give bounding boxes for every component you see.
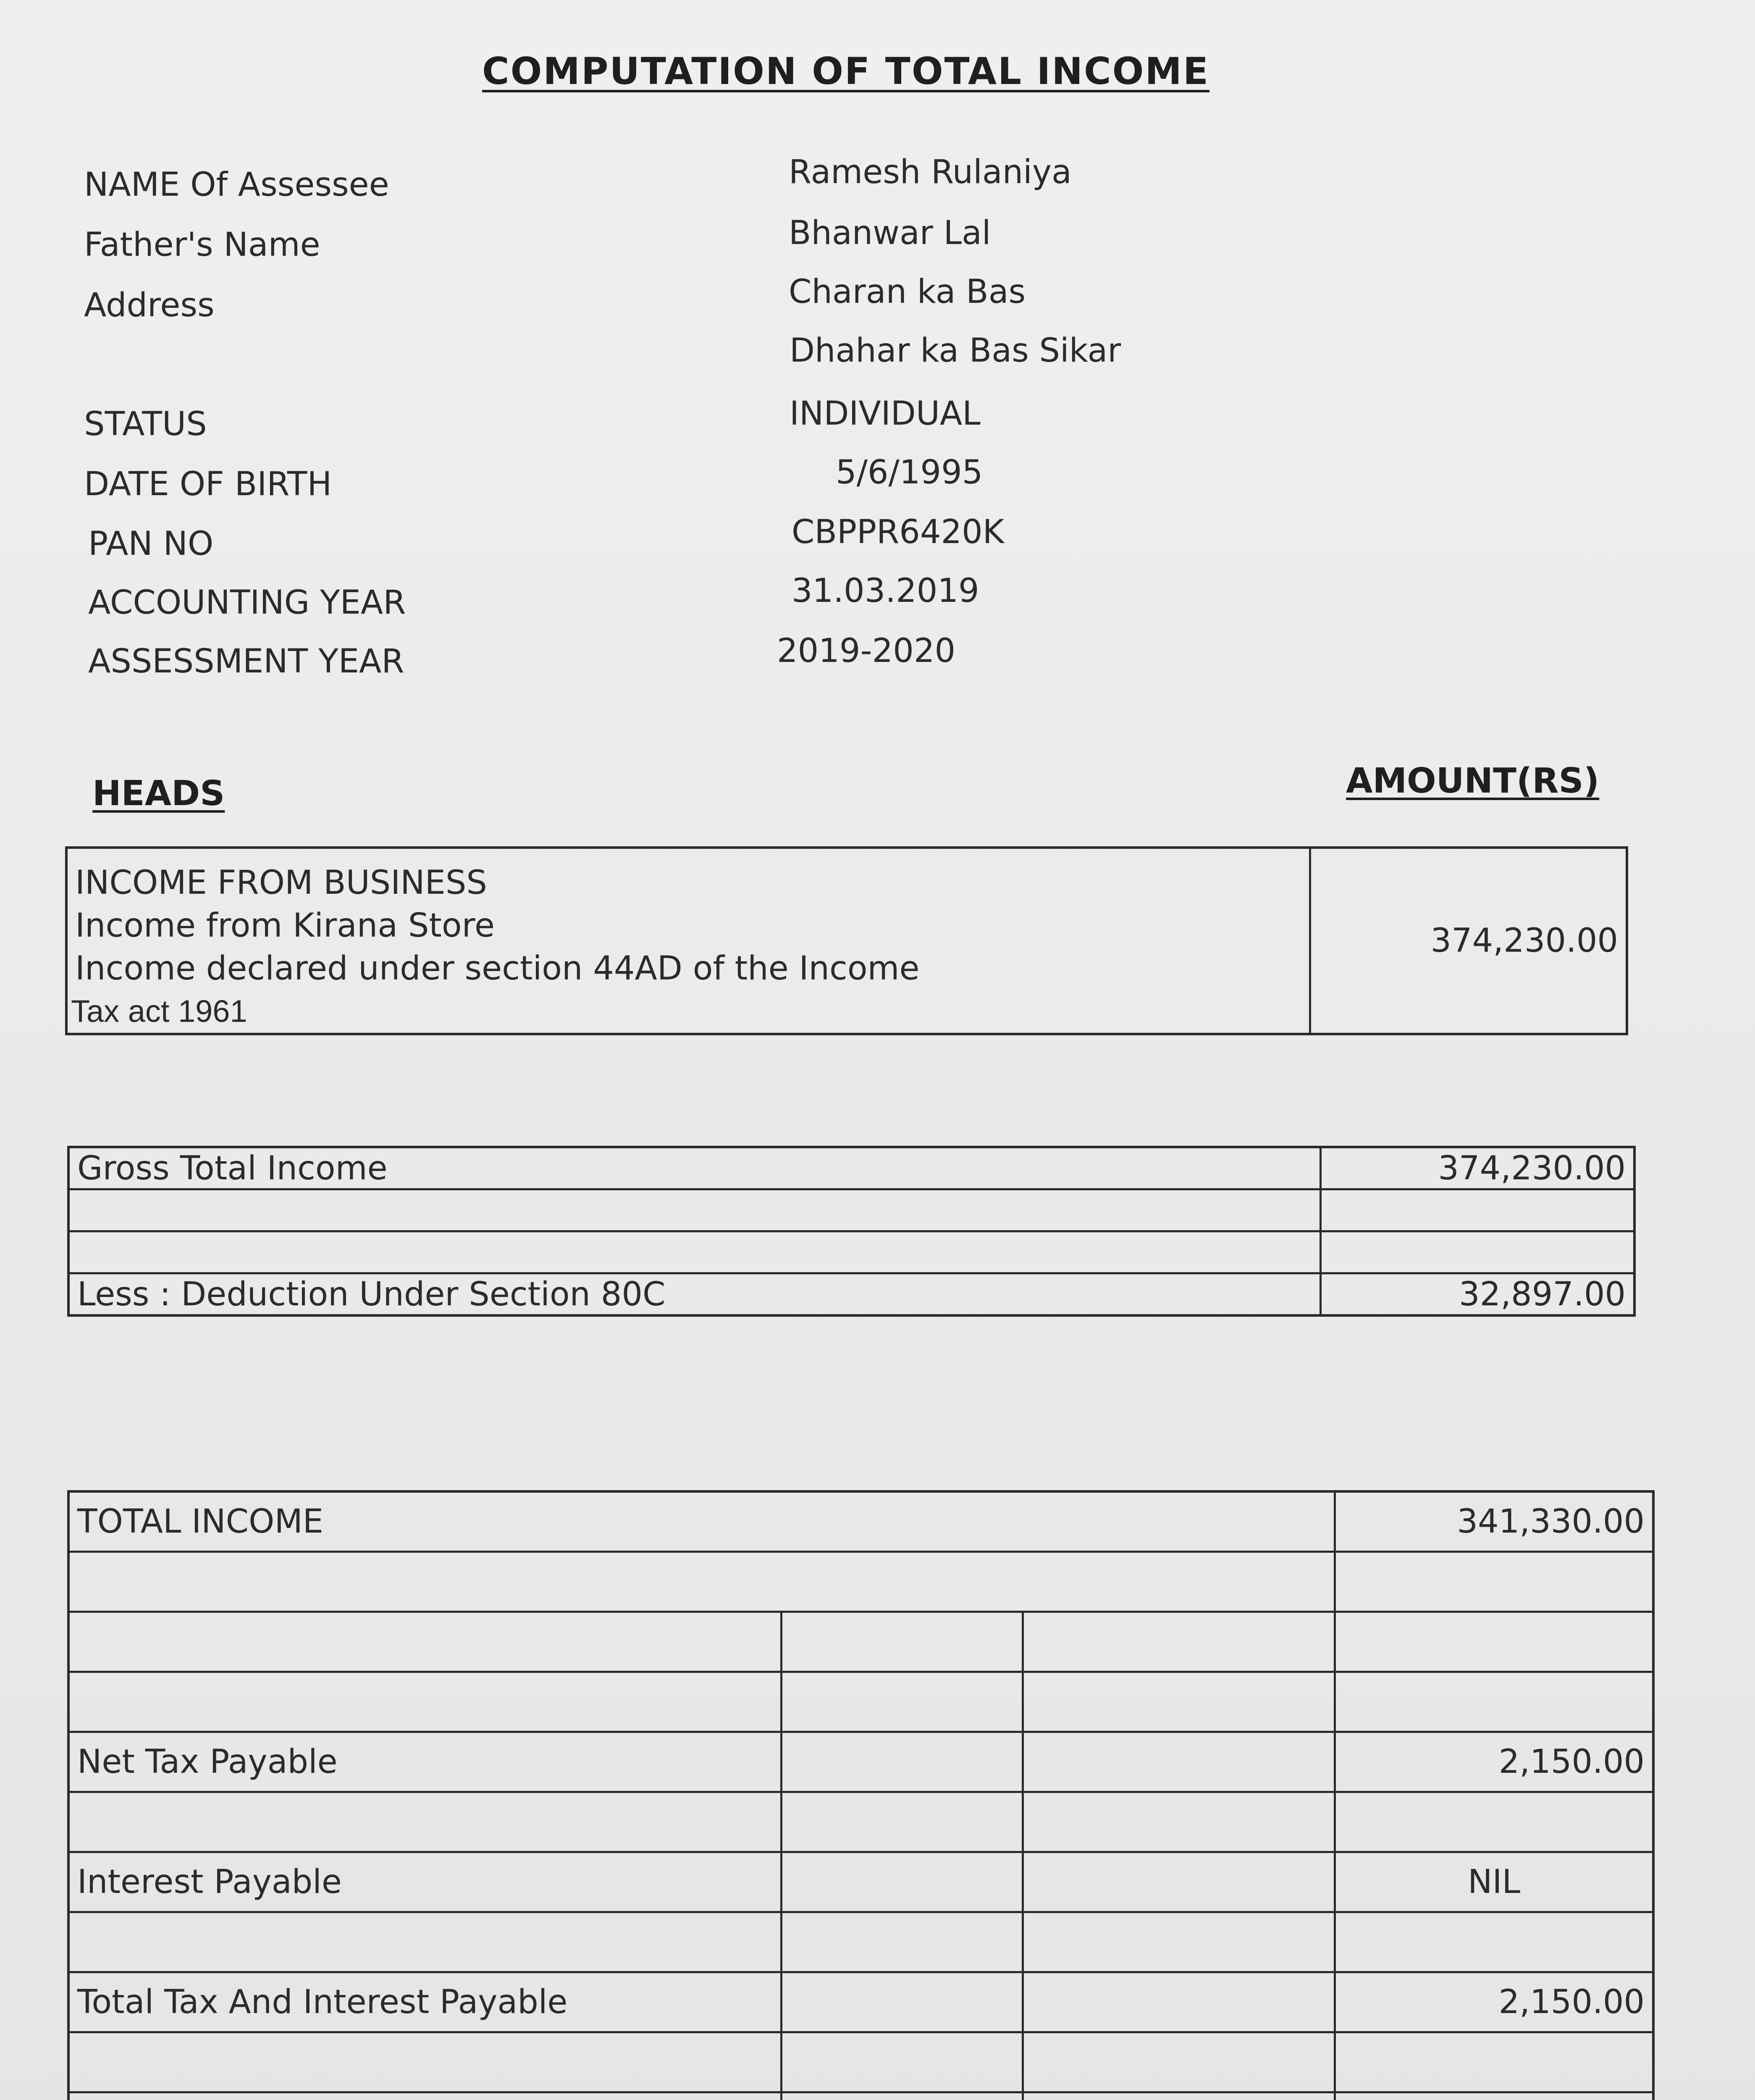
address-line-2: Dhahar ka Bas Sikar [790, 332, 1121, 370]
assessee-name-value: Ramesh Rulaniya [789, 153, 1072, 191]
pan-value: CBPPR6420K [792, 513, 1004, 551]
empty-cell [68, 2032, 782, 2092]
empty-cell [782, 1612, 1023, 1672]
dob-label: DATE OF BIRTH [84, 465, 332, 503]
business-source: Income from Kirana Store [75, 907, 495, 945]
empty-cell [68, 1792, 782, 1852]
empty-cell [1335, 1612, 1653, 1672]
total-income-amount: 341,330.00 [1335, 1491, 1653, 1552]
table-row [68, 1732, 1653, 1792]
interest-payable-amount: NIL [1335, 1852, 1653, 1912]
empty-cell [68, 1189, 1321, 1231]
table-row [68, 1189, 1634, 1231]
empty-cell [1023, 1972, 1335, 2032]
business-act-note: Tax act 1961 [71, 994, 247, 1029]
empty-cell [782, 1792, 1023, 1852]
gross-income-table [67, 1146, 1636, 1317]
table-row [68, 1273, 1634, 1316]
table-row [68, 1552, 1653, 1612]
table-row [68, 1972, 1653, 2032]
empty-cell [1023, 1912, 1335, 1972]
empty-cell [68, 1912, 782, 1972]
empty-cell [782, 1672, 1023, 1732]
net-tax-amount: 2,150.00 [1335, 1732, 1653, 1792]
table-row [68, 1491, 1653, 1552]
table-row [68, 1672, 1653, 1732]
empty-cell [1335, 1792, 1653, 1852]
assessment-year-label: ASSESSMENT YEAR [88, 643, 404, 680]
business-amount: 374,230.00 [1310, 848, 1627, 1034]
self-assessment-amount [1335, 2092, 1653, 2100]
status-label: STATUS [84, 405, 207, 443]
tax-summary-table [67, 1490, 1655, 2100]
father-name-label: Father's Name [84, 226, 320, 264]
empty-cell [1321, 1231, 1635, 1273]
table-row [68, 2092, 1653, 2100]
empty-cell [1023, 1612, 1335, 1672]
table-row [68, 1852, 1653, 1912]
table-row [68, 1792, 1653, 1852]
table-row [68, 1912, 1653, 1972]
empty-cell [1321, 1189, 1635, 1231]
empty-cell [1335, 1912, 1653, 1972]
empty-cell [1023, 1792, 1335, 1852]
empty-cell [1023, 1672, 1335, 1732]
address-label: Address [84, 286, 215, 324]
business-heading: INCOME FROM BUSINESS [75, 864, 487, 902]
gross-total-label: Gross Total Income [68, 1147, 1321, 1189]
table-row [68, 1147, 1634, 1189]
assessment-year-value: 2019-2020 [777, 632, 956, 670]
total-income-label: TOTAL INCOME [68, 1491, 1335, 1552]
document-title: COMPUTATION OF TOTAL INCOME [482, 50, 1210, 93]
business-section-note: Income declared under section 44AD of the Income [75, 950, 920, 987]
empty-cell [782, 2032, 1023, 2092]
accounting-year-label: ACCOUNTING YEAR [88, 584, 406, 622]
empty-cell [68, 1612, 782, 1672]
empty-cell [782, 1732, 1023, 1792]
empty-cell [68, 1231, 1321, 1273]
empty-cell [1023, 2032, 1335, 2092]
empty-cell [1023, 1852, 1335, 1912]
address-line-1: Charan ka Bas [789, 273, 1026, 311]
self-assessment-label [68, 2092, 782, 2100]
business-description-cell [66, 848, 1310, 1034]
table-row [66, 848, 1627, 1034]
table-row [68, 2032, 1653, 2092]
empty-cell [782, 1972, 1023, 2032]
table-row [68, 1612, 1653, 1672]
accounting-year-value: 31.03.2019 [792, 572, 979, 610]
net-tax-label: Net Tax Payable [68, 1732, 782, 1792]
empty-cell [1335, 2032, 1653, 2092]
empty-cell [782, 2092, 1023, 2100]
empty-cell [1023, 2092, 1335, 2100]
total-tax-interest-label: Total Tax And Interest Payable [68, 1972, 782, 2032]
table-row [68, 1231, 1634, 1273]
dob-value: 5/6/1995 [836, 454, 983, 491]
interest-payable-label: Interest Payable [68, 1852, 782, 1912]
deduction-80c-amount: 32,897.00 [1321, 1273, 1635, 1316]
total-tax-interest-amount: 2,150.00 [1335, 1972, 1653, 2032]
father-name-value: Bhanwar Lal [789, 214, 991, 252]
pan-label: PAN NO [88, 525, 214, 563]
heads-heading: HEADS [92, 774, 225, 814]
empty-cell [1335, 1552, 1653, 1612]
deduction-80c-label: Less : Deduction Under Section 80C [68, 1273, 1321, 1316]
empty-cell [1023, 1732, 1335, 1792]
empty-cell [1335, 1672, 1653, 1732]
empty-cell [68, 1552, 1335, 1612]
empty-cell [782, 1852, 1023, 1912]
amount-heading: AMOUNT(RS) [1346, 761, 1600, 801]
assessee-name-label: NAME Of Assessee [84, 166, 389, 204]
business-income-table [65, 846, 1628, 1035]
empty-cell [782, 1912, 1023, 1972]
empty-cell [68, 1672, 782, 1732]
status-value: INDIVIDUAL [790, 395, 981, 433]
gross-total-amount: 374,230.00 [1321, 1147, 1635, 1189]
